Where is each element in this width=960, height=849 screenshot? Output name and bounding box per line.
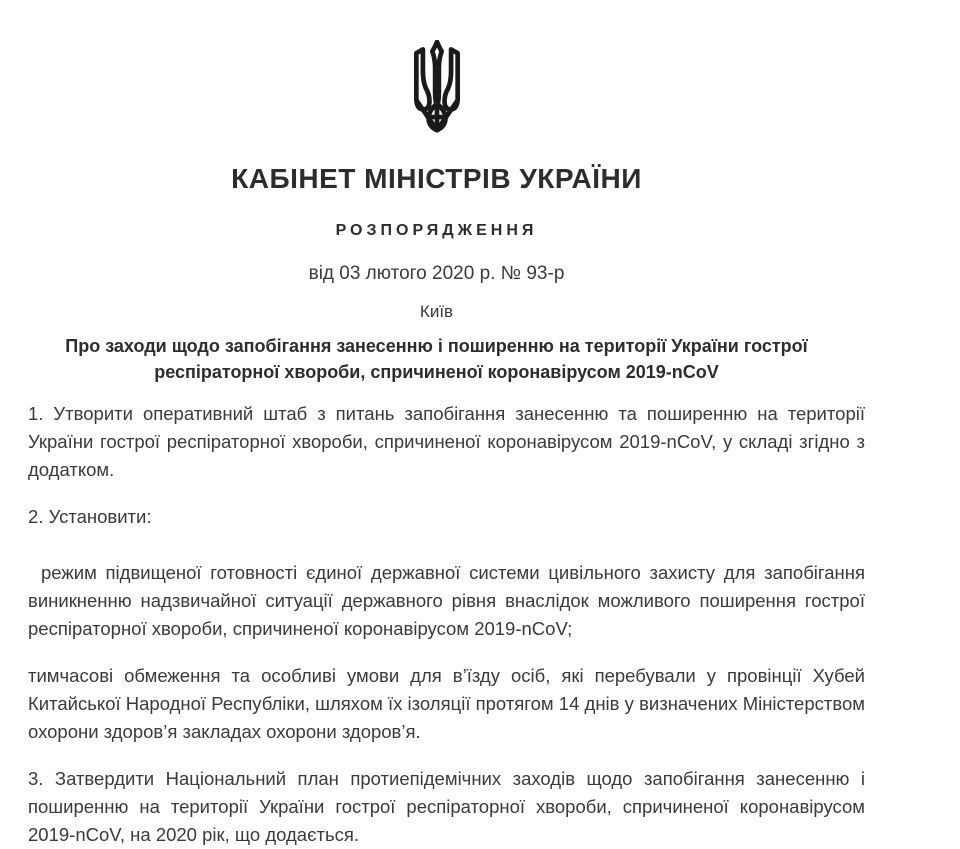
institution-name: КАБІНЕТ МІНІСТРІВ УКРАЇНИ	[231, 163, 642, 194]
document-body	[28, 400, 865, 849]
document-title	[18, 333, 855, 385]
document-title-line2: респіраторної хвороби, спричиненої коронавірусом 2019-nCoV	[154, 362, 719, 382]
paragraph-item-2: 2. Установити:	[28, 506, 152, 527]
date-number-line: від 03 лютого 2020 р. № 93-р	[308, 263, 565, 284]
paragraph-item-3: режим підвищеної готовності єдиної державної системи цивільного захисту для запобігання виникненню надзвичайної ситуації державного рівня внаслідок можливого поширення гострої респіраторної хвороби, спричиненої коронавірусом 2019-nCoV;	[28, 562, 865, 639]
document-title-line1: Про заходи щодо запобігання занесенню і поширенню на території України гострої	[65, 336, 808, 356]
document-type: РОЗПОРЯДЖЕННЯ	[335, 222, 538, 239]
document-header	[18, 40, 855, 385]
paragraph-item-4: тимчасові обмеження та особливі умови для в’їзду осіб, які перебували у провінції Хубей Китайської Народної Республіки, шляхом їх ізоляції протягом 14 днів у визначених Міністерством охорони здоров’я закладах охорони здоров’я.	[28, 665, 865, 742]
city-name: Київ	[419, 302, 454, 321]
ukraine-trident-emblem-icon	[406, 40, 468, 134]
paragraph-item-5: 3. Затвердити Національний план протиепідемічних заходів щодо запобігання занесенню і поширенню на території України гострої респіраторної хвороби, спричиненої коронавірусом 2019-nCoV, на 2020 рік, що додається.	[28, 768, 865, 845]
paragraph-item-1: 1. Утворити оперативний штаб з питань запобігання занесенню та поширенню на території України гострої респіраторної хвороби, спричиненої коронавірусом 2019-nCoV, у складі згідно з додатком.	[28, 403, 865, 480]
